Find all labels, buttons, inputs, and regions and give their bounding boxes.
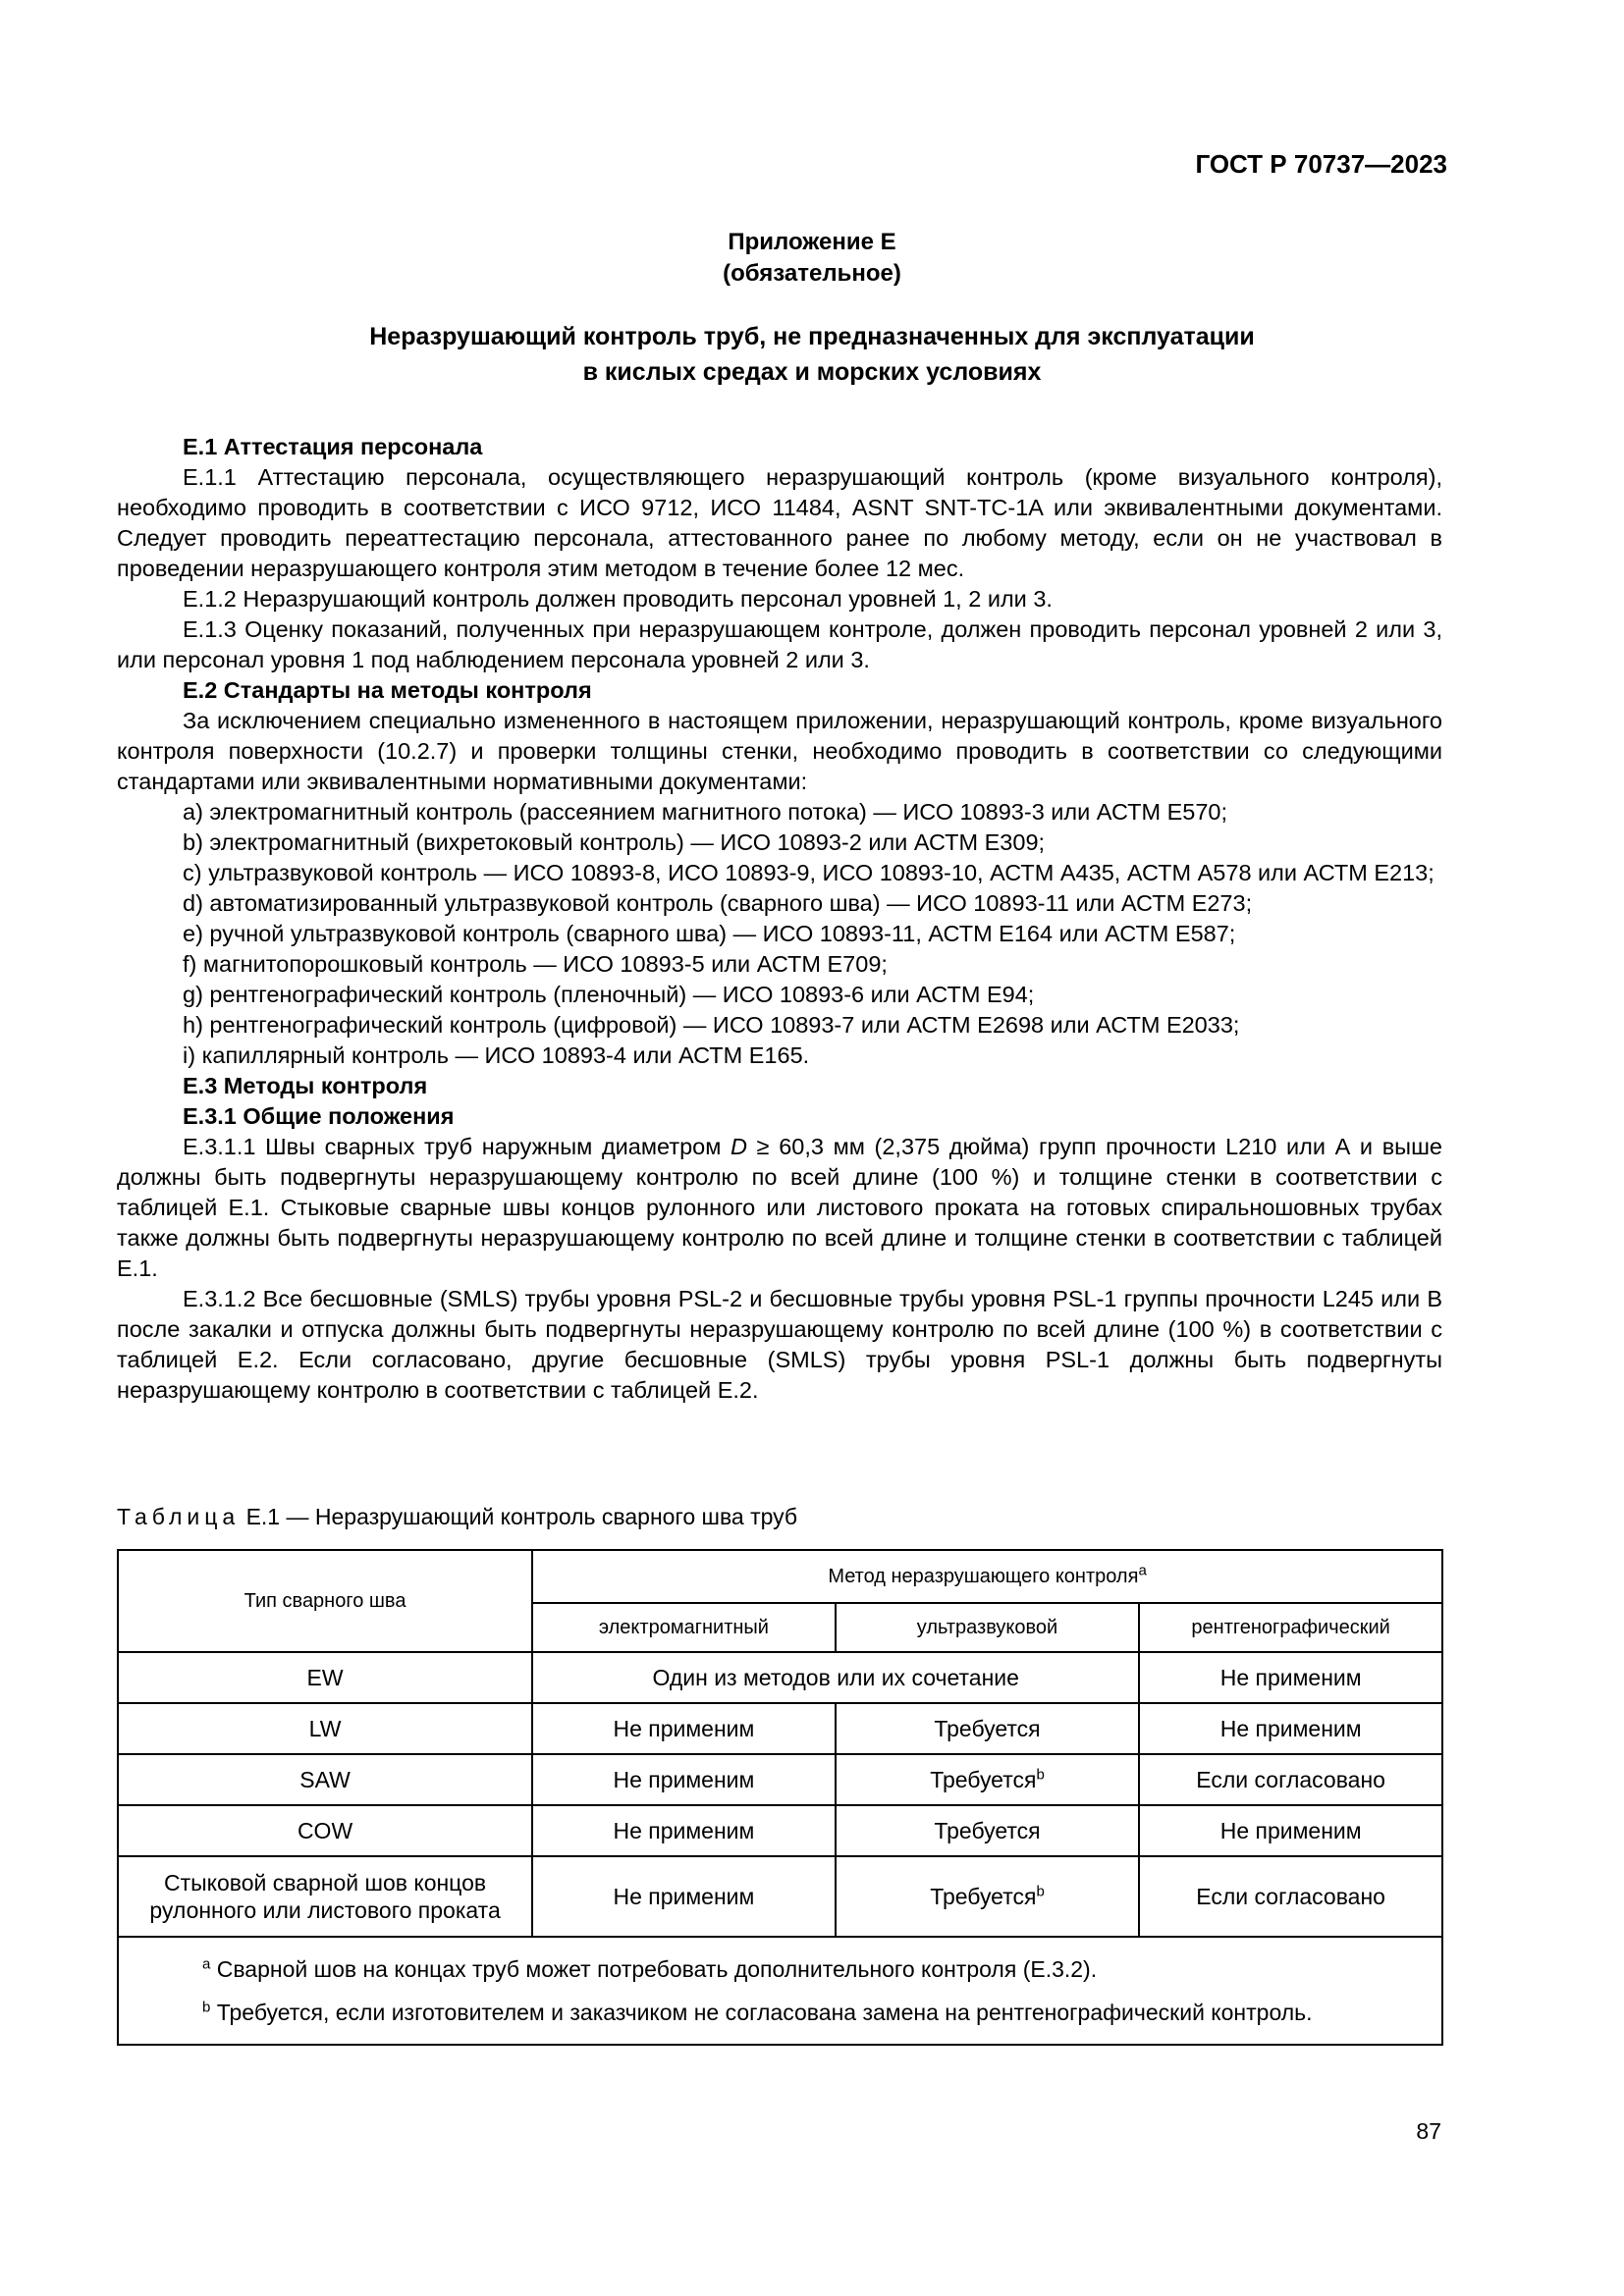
cell-ultrasonic — [836, 1754, 1140, 1805]
footnote-mark: b — [1036, 1765, 1045, 1783]
cell-merged-method: Один из методов или их сочетание — [532, 1652, 1139, 1703]
list-item: i) капиллярный контроль — ИСО 10893-4 или АСТМ Е165. — [183, 1042, 810, 1068]
cell-weld-type: EW — [118, 1652, 532, 1703]
cell-weld-type: LW — [118, 1703, 532, 1754]
annex-label: Приложение Е — [728, 229, 896, 255]
section-e3-1-heading: Е.3.1 Общие положения — [183, 1103, 455, 1129]
cell-weld-type: COW — [118, 1805, 532, 1856]
section-e1-heading: Е.1 Аттестация персонала — [183, 434, 483, 459]
cell-radiographic: Если согласовано — [1139, 1754, 1442, 1805]
footnote-text: Требуется, если изготовителем и заказчиком не согласована замена на рентгенографический контроль. — [210, 2000, 1313, 2025]
footnote-a — [202, 1948, 1441, 1991]
cell-weld-type: SAW — [118, 1754, 532, 1805]
cell-ultrasonic-text: Требуется — [930, 1884, 1037, 1909]
cell-ultrasonic-text: Требуется — [934, 1817, 1041, 1843]
table-row — [118, 1652, 1442, 1703]
footnote-b — [202, 1991, 1441, 2034]
paragraph-e1-1: Е.1.1 Аттестацию персонала, осуществляющего неразрушающий контроль (кроме визуального контроля), необходимо проводить в соответствии с ИСО 9712, ИСО 11484, ASNT SNT-TC-1A или эквивалентными документами. Следует проводить переаттестацию персонала, аттестованного ранее по любому методу, если он не участвовал в проведении неразрушающего контроля этим методом в течение более 12 мес. — [117, 464, 1442, 581]
cell-ultrasonic-text: Требуется — [930, 1766, 1037, 1792]
cell-weld-type — [118, 1856, 532, 1937]
cell-ultrasonic — [836, 1856, 1140, 1937]
table-row — [118, 1754, 1442, 1805]
list-item: d) автоматизированный ультразвуковой контроль (сварного шва) — ИСО 10893-11 или АСТМ Е273; — [183, 890, 1253, 916]
table-caption-text: Е.1 — Неразрушающий контроль сварного шва труб — [240, 1504, 798, 1529]
header-method-group — [532, 1550, 1442, 1603]
table-caption-word: Таблица — [117, 1504, 241, 1529]
cell-radiographic: Не применим — [1139, 1652, 1442, 1703]
standard-code: ГОСТ Р 70737—2023 — [1195, 149, 1447, 179]
section-e3-heading: Е.3 Методы контроля — [183, 1073, 428, 1098]
paragraph-e1-3: Е.1.3 Оценку показаний, полученных при неразрушающем контроле, должен проводить персонал уровней 2 или 3, или персонал уровня 1 под наблюдением персонала уровней 2 или 3. — [117, 616, 1442, 672]
annex-title-line2: в кислых средах и морских условиях — [582, 358, 1042, 386]
list-item: e) ручной ультразвуковой контроль (сварного шва) — ИСО 10893-11, АСТМ Е164 или АСТМ Е587; — [183, 921, 1236, 946]
cell-ultrasonic — [836, 1805, 1140, 1856]
footnote-mark: b — [1036, 1883, 1045, 1900]
paragraph-e3-1-1-end: ≥ 60,3 мм (2,375 дюйма) групп прочности L210 или А и выше должны быть подвергнуты неразрушающему контролю по всей длине (100 %) и толщине стенки в соответствии с таблицей Е.1. Стыковые сварные швы концов рулонного или листового проката на готовых спиральношовных трубах также должны быть подвергнуты неразрушающему контролю по всей длине и толщине стенки в соответствии с таблицей Е.1. — [117, 1134, 1442, 1281]
table-caption — [117, 1504, 797, 1530]
footnote-mark: a — [1138, 1561, 1147, 1578]
footnote-text: Сварной шов на концах труб может потребовать дополнительного контроля (Е.3.2). — [210, 1956, 1098, 1982]
footnote-mark: a — [202, 1955, 211, 1973]
header-electromagnetic: электромагнитный — [532, 1603, 836, 1652]
cell-electromagnetic: Не применим — [532, 1754, 836, 1805]
cell-radiographic: Не применим — [1139, 1703, 1442, 1754]
cell-ultrasonic-text: Требуется — [934, 1715, 1041, 1741]
annex-status: (обязательное) — [723, 260, 901, 287]
cell-radiographic: Не применим — [1139, 1805, 1442, 1856]
cell-ultrasonic — [836, 1703, 1140, 1754]
list-item: c) ультразвуковой контроль — ИСО 10893-8, ИСО 10893-9, ИСО 10893-10, АСТМ А435, АСТМ А578 или АСТМ Е213; — [183, 860, 1435, 885]
cell-electromagnetic: Не применим — [532, 1856, 836, 1937]
list-item: g) рентгенографический контроль (пленочный) — ИСО 10893-6 или АСТМ Е94; — [183, 982, 1035, 1007]
paragraph-e3-1-1 — [117, 1132, 1442, 1284]
header-weld-type: Тип сварного шва — [118, 1550, 532, 1652]
table-row — [118, 1856, 1442, 1937]
cell-electromagnetic: Не применим — [532, 1703, 836, 1754]
table-row — [118, 1805, 1442, 1856]
cell-radiographic: Если согласовано — [1139, 1856, 1442, 1937]
paragraph-e3-1-2: Е.3.1.2 Все бесшовные (SMLS) трубы уровня PSL-2 и бесшовные трубы уровня PSL-1 группы прочности L245 или В после закалки и отпуска должны быть подвергнуты неразрушающему контролю по всей длине (100 %) в соответствии с таблицей Е.2. Если согласовано, другие бесшовные (SMLS) трубы уровня PSL-1 должны быть подвергнуты неразрушающему контролю в соответствии с таблицей Е.2. — [117, 1286, 1442, 1403]
header-radiographic: рентгенографический — [1139, 1603, 1442, 1652]
list-item: а) электромагнитный контроль (рассеянием магнитного потока) — ИСО 10893-3 или АСТМ Е570; — [183, 799, 1228, 825]
list-item: b) электромагнитный (вихретоковый контроль) — ИСО 10893-2 или АСТМ Е309; — [183, 829, 1046, 855]
table-row — [118, 1703, 1442, 1754]
paragraph-e3-1-1-start: Е.3.1.1 Швы сварных труб наружным диаметром — [183, 1134, 731, 1159]
diameter-variable: D — [731, 1134, 748, 1159]
cell-electromagnetic: Не применим — [532, 1805, 836, 1856]
document-body — [117, 432, 1442, 1406]
page-number: 87 — [1416, 2118, 1441, 2144]
list-item: h) рентгенографический контроль (цифровой) — ИСО 10893-7 или АСТМ Е2698 или АСТМ Е2033; — [183, 1012, 1240, 1038]
paragraph-e1-2: Е.1.2 Неразрушающий контроль должен проводить персонал уровней 1, 2 или 3. — [183, 586, 1053, 612]
header-ultrasonic: ультразвуковой — [836, 1603, 1140, 1652]
annex-title-line1: Неразрушающий контроль труб, не предназначенных для эксплуатации — [369, 323, 1255, 350]
nondestructive-testing-table — [117, 1549, 1443, 2046]
cell-weld-type-line1: Стыковой сварной шов концов — [163, 1870, 487, 1896]
header-method-group-label: Метод неразрушающего контроля — [828, 1565, 1139, 1587]
section-e2-heading: Е.2 Стандарты на методы контроля — [183, 677, 592, 703]
footnote-mark: b — [202, 1999, 211, 2016]
cell-weld-type-line2: рулонного или листового проката — [149, 1897, 501, 1923]
list-item: f) магнитопорошковый контроль — ИСО 10893-5 или АСТМ Е709; — [183, 951, 888, 977]
paragraph-e2-intro: За исключением специально измененного в настоящем приложении, неразрушающий контроль, кроме визуального контроля поверхности (10.2.7) и проверки толщины стенки, необходимо проводить в соответствии со следующими стандартами или эквивалентными нормативными документами: — [117, 708, 1442, 794]
table-footnotes — [118, 1937, 1442, 2045]
